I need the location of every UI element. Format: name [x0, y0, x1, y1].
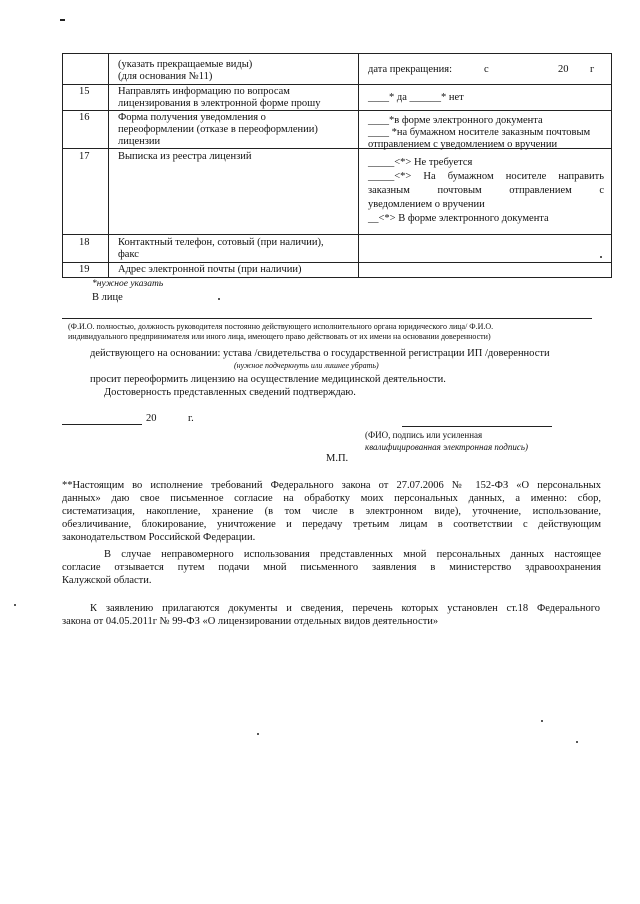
row-value: ____ *на бумажном носителе заказным почтовым: [368, 127, 591, 138]
in-person-label: В лице: [92, 292, 123, 303]
row-number: 17: [79, 151, 90, 162]
table-left-border: [62, 53, 63, 278]
row-value: ____*в форме электронного документа: [368, 115, 543, 126]
row-number: 18: [79, 237, 90, 248]
stamp-place: М.П.: [326, 453, 349, 464]
consent-line: законодательством Российской Федерации.: [62, 532, 256, 543]
signature-caption: квалифицированная электронная подпись): [365, 442, 528, 452]
row-value: _____<*> На бумажном носителе направить: [368, 171, 604, 182]
consent-line: обезличивание, блокирование, уничтожение и передачу третьим лицам в соответствии с действующим: [62, 519, 601, 530]
name-caption: (Ф.И.О. полностью, должность руководителя постоянно действующего исполнительного органа юридического лица/ Ф.И.О.: [68, 322, 494, 331]
signature-underline: [402, 426, 552, 427]
table-row-divider: [62, 84, 612, 85]
consent-line: В случае неправомерного использования представленных мной персональных данных настоящее: [104, 549, 601, 560]
date-g: г.: [188, 413, 194, 424]
row-value: с: [484, 64, 489, 75]
scan-speck: [257, 733, 259, 735]
scan-speck: [218, 298, 220, 300]
row-label: лицензии: [118, 136, 161, 147]
row-value: заказным почтовым отправлением с: [368, 185, 604, 196]
row-label: Адрес электронной почты (при наличии): [118, 264, 302, 275]
row-label: лицензирования в электронной форме прошу: [118, 98, 321, 109]
date-year: 20: [146, 413, 157, 424]
table-row-divider: [62, 110, 612, 111]
row-label: факс: [118, 249, 139, 260]
row-value: ____* да ______* нет: [368, 92, 464, 103]
row-label: Контактный телефон, сотовый (при наличии),: [118, 237, 324, 248]
row-value: дата прекращения:: [368, 64, 453, 75]
row-number: 19: [79, 264, 90, 275]
confirm-text: Достоверность представленных сведений подтверждаю.: [104, 387, 356, 398]
row-label: (для основания №11): [118, 71, 213, 82]
consent-line: данных» даю свое письменное согласие на обработку моих персональных данных, а именно: сбор,: [62, 493, 601, 504]
row-label: переоформлении (отказе в переоформлении): [118, 124, 318, 135]
table-row-divider: [62, 234, 612, 235]
table-bottom-border: [62, 277, 612, 278]
consent-line: Калужской области.: [62, 575, 152, 586]
consent-line: систематизация, накопление, хранение (в том числе в электронном виде), уточнение, использование,: [62, 506, 601, 517]
row-value: 20: [558, 64, 569, 75]
date-underline: [62, 424, 142, 425]
row-value: отправлением с уведомлением о вручении: [368, 139, 558, 150]
request-text: просит переоформить лицензию на осуществление медицинской деятельности.: [90, 374, 446, 385]
scan-speck: [600, 256, 602, 258]
scan-speck: [541, 720, 543, 722]
row-label: (указать прекращаемые виды): [118, 59, 253, 70]
table-column-divider: [108, 53, 109, 278]
row-value: _____<*> Не требуется: [368, 157, 473, 168]
row-label: Форма получения уведомления о: [118, 112, 266, 123]
row-value: уведомлением о вручении: [368, 199, 485, 210]
row-number: 16: [79, 112, 90, 123]
scan-speck: [14, 604, 16, 606]
table-row-divider: [62, 262, 612, 263]
table-top-border: [62, 53, 612, 54]
row-label: Направлять информацию по вопросам: [118, 86, 290, 97]
signature-caption: (ФИО, подпись или усиленная: [365, 430, 483, 440]
consent-line: **Настоящим во исполнение требований Федерального закона от 27.07.2006 № 152-ФЗ «О персональных: [62, 480, 601, 491]
table-column-divider: [358, 53, 359, 278]
row-value: __<*> В форме электронного документа: [368, 213, 549, 224]
row-value: г: [590, 64, 595, 75]
consent-line: согласие отзывается путем подачи мной письменного заявления в министерство здравоохранения: [62, 562, 601, 573]
acting-basis: действующего на основании: устава /свидетельства о государственной регистрации ИП /доверенности: [90, 348, 550, 359]
scan-speck: [60, 19, 65, 21]
name-underline: [62, 318, 592, 319]
footnote-note: *нужное указать: [92, 279, 164, 289]
attachments-line: К заявлению прилагаются документы и сведения, перечень которых установлен ст.18 Федерального: [90, 603, 600, 614]
attachments-line: закона от 04.05.2011г № 99-ФЗ «О лицензировании отдельных видов деятельности»: [62, 616, 439, 627]
scan-speck: [576, 741, 578, 743]
row-number: 15: [79, 86, 90, 97]
name-caption: индивидуального предпринимателя или иного лица, имеющего право действовать от их имени на основании доверенности): [68, 332, 491, 341]
table-right-border: [611, 53, 612, 278]
underline-note: (нужное подчеркнуть или лишнее убрать): [234, 361, 379, 370]
row-label: Выписка из реестра лицензий: [118, 151, 252, 162]
